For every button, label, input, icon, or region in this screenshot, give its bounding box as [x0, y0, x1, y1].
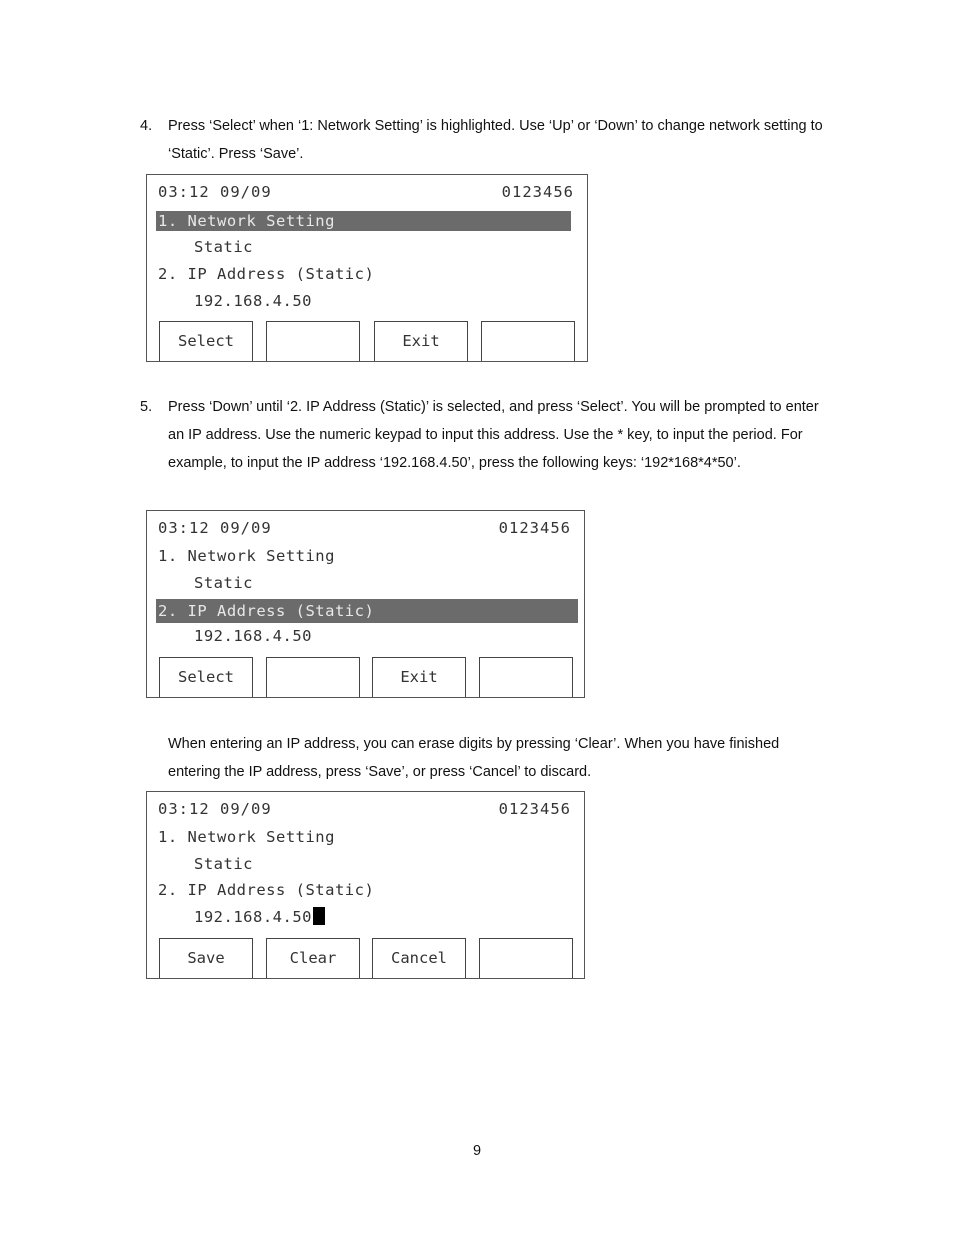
step-4	[140, 112, 830, 168]
exit-softkey[interactable]: Exit	[374, 321, 468, 361]
step-number: 5.	[140, 399, 153, 415]
ip-address-value: 192.168.4.50	[194, 292, 312, 310]
blank-softkey-4[interactable]	[479, 938, 573, 978]
network-setting-value: Static	[194, 855, 253, 873]
lcd-code: 0123456	[498, 800, 571, 818]
lcd-screen-1	[146, 174, 588, 362]
menu-item-network-setting[interactable]: 1. Network Setting	[158, 828, 335, 846]
text-cursor	[313, 907, 325, 925]
page-number: 9	[472, 1143, 482, 1159]
menu-item-ip-address[interactable]: 2. IP Address (Static)	[156, 599, 578, 623]
network-setting-value: Static	[194, 574, 253, 592]
lcd-time: 03:12 09/09	[158, 183, 272, 201]
lcd-code: 0123456	[501, 183, 574, 201]
blank-softkey-2[interactable]	[266, 657, 360, 697]
select-softkey[interactable]: Select	[159, 657, 253, 697]
exit-softkey[interactable]: Exit	[372, 657, 466, 697]
menu-item-network-setting[interactable]: 1. Network Setting	[156, 211, 571, 231]
network-setting-value: Static	[194, 238, 253, 256]
note-text: When entering an IP address, you can erase digits by pressing ‘Clear’. When you have finished entering the IP address, press ‘Save’, or press ‘Cancel’ to discard.	[168, 736, 780, 780]
ip-address-entry[interactable]	[194, 907, 325, 927]
lcd-time: 03:12 09/09	[158, 519, 272, 537]
menu-item-ip-address[interactable]: 2. IP Address (Static)	[158, 265, 375, 283]
lcd-screen-3	[146, 791, 585, 979]
step-number: 4.	[140, 118, 153, 134]
clear-softkey[interactable]: Clear	[266, 938, 360, 978]
lcd-time: 03:12 09/09	[158, 800, 272, 818]
ip-address-value: 192.168.4.50	[194, 627, 312, 645]
step-5	[140, 393, 830, 477]
lcd-code: 0123456	[498, 519, 571, 537]
select-softkey[interactable]: Select	[159, 321, 253, 361]
save-softkey[interactable]: Save	[159, 938, 253, 978]
cancel-softkey[interactable]: Cancel	[372, 938, 466, 978]
lcd-screen-2	[146, 510, 585, 698]
blank-softkey-4[interactable]	[481, 321, 575, 361]
blank-softkey-2[interactable]	[266, 321, 360, 361]
step-text: Press ‘Select’ when ‘1: Network Setting’ is highlighted. Use ‘Up’ or ‘Down’ to change network setting to ‘Static’. Press ‘Save’.	[168, 118, 823, 162]
menu-item-ip-address[interactable]: 2. IP Address (Static)	[158, 881, 375, 899]
step-text: Press ‘Down’ until ‘2. IP Address (Static)’ is selected, and press ‘Select’. You will be prompted to enter an IP address. Use the numeric keypad to input this address. Use the * key, to input the period. For example, to input the IP address ‘192.168.4.50’, press the following keys: ‘192*168*4*50’.	[168, 399, 819, 471]
blank-softkey-4[interactable]	[479, 657, 573, 697]
menu-item-network-setting[interactable]: 1. Network Setting	[158, 547, 335, 565]
ip-address-value: 192.168.4.50	[194, 908, 312, 926]
